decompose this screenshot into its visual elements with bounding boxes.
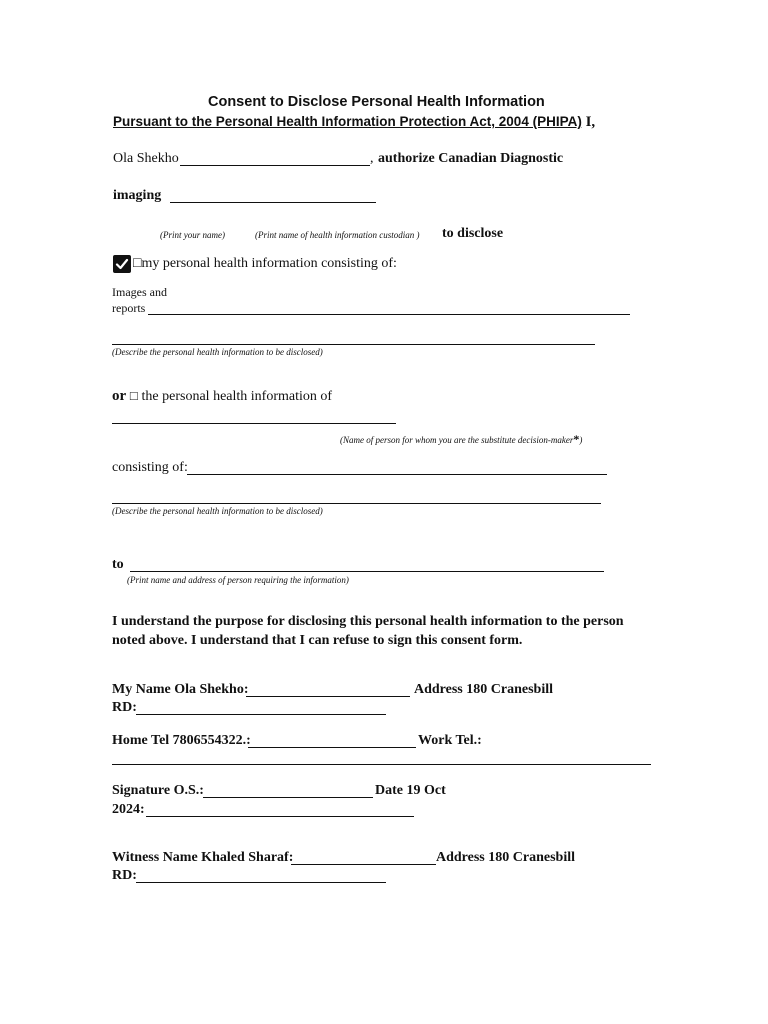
my-info-checkbox[interactable] [113,255,131,273]
recipient-blank[interactable] [130,571,604,572]
comma: , [370,151,374,166]
or-line [112,388,332,405]
witness-rd-label: RD: [112,868,137,883]
hint-custodian: (Print name of health information custodian ) [255,230,420,240]
info-blank-1[interactable] [148,314,630,315]
hint-substitute-text: (Name of person for whom you are the substitute decision-maker [340,435,574,445]
date-label: Date 19 Oct [375,783,446,798]
hint-substitute-close: ) [579,435,583,445]
work-tel-label: Work Tel.: [418,733,482,748]
substitute-person-blank[interactable] [112,423,396,424]
date-year: 2024: [112,802,145,817]
consisting-blank-1[interactable] [187,474,607,475]
statement-line-1: I understand the purpose for disclosing this personal health information to the person [112,614,624,629]
substitute-checkbox[interactable]: □ [129,388,138,403]
to-disclose: to disclose [442,226,504,241]
my-info-label: □my personal health information consisting of: [133,256,397,271]
or-label: or [112,388,127,404]
substitute-label: the personal health information of [141,389,333,404]
home-tel-blank[interactable] [248,747,416,748]
form-subtitle [113,114,595,131]
info-value-line2: reports [112,301,146,315]
statement-line-2: noted above. I understand that I can refuse to sign this consent form. [112,633,523,648]
signature-label: Signature O.S.: [112,783,204,798]
my-address: Address 180 Cranesbill [414,682,553,697]
witness-name-blank[interactable] [291,864,436,865]
hint-recipient: (Print name and address of person requiring the information) [127,575,349,585]
my-rd-blank[interactable] [136,714,386,715]
consisting-label: consisting of: [112,460,188,475]
hint-print-name: (Print your name) [160,230,225,240]
info-value-line1: Images and [112,285,167,299]
witness-name-label: Witness Name Khaled Sharaf: [112,850,294,865]
imaging-label: imaging [113,188,162,203]
hint-substitute [340,432,582,447]
signature-blank[interactable] [203,797,373,798]
name-blank[interactable] [180,165,370,166]
hint-describe-2: (Describe the personal health information to be disclosed) [112,506,323,516]
subtitle-act: Pursuant to the Personal Health Information Protection Act, 2004 (PHIPA) [113,114,582,129]
consisting-blank-2[interactable] [112,503,601,504]
witness-address: Address 180 Cranesbill [436,850,575,865]
custodian-blank[interactable] [170,202,376,203]
authorize-text: authorize Canadian Diagnostic [378,151,564,166]
hint-describe-1: (Describe the personal health information to be disclosed) [112,347,323,357]
witness-rd-blank[interactable] [136,882,386,883]
asterisk: * [573,432,580,446]
home-tel-label: Home Tel 7806554322.: [112,733,251,748]
form-title: Consent to Disclose Personal Health Information [208,94,545,110]
my-rd-label: RD: [112,700,137,715]
checkmark-icon [115,257,129,271]
work-tel-blank[interactable] [112,764,651,765]
subtitle-i: I, [585,114,596,130]
my-name-label: My Name Ola Shekho: [112,682,249,697]
my-name-blank[interactable] [246,696,410,697]
to-label: to [112,557,124,572]
date-blank[interactable] [146,816,414,817]
patient-name: Ola Shekho [113,151,179,166]
info-blank-2[interactable] [112,344,595,345]
